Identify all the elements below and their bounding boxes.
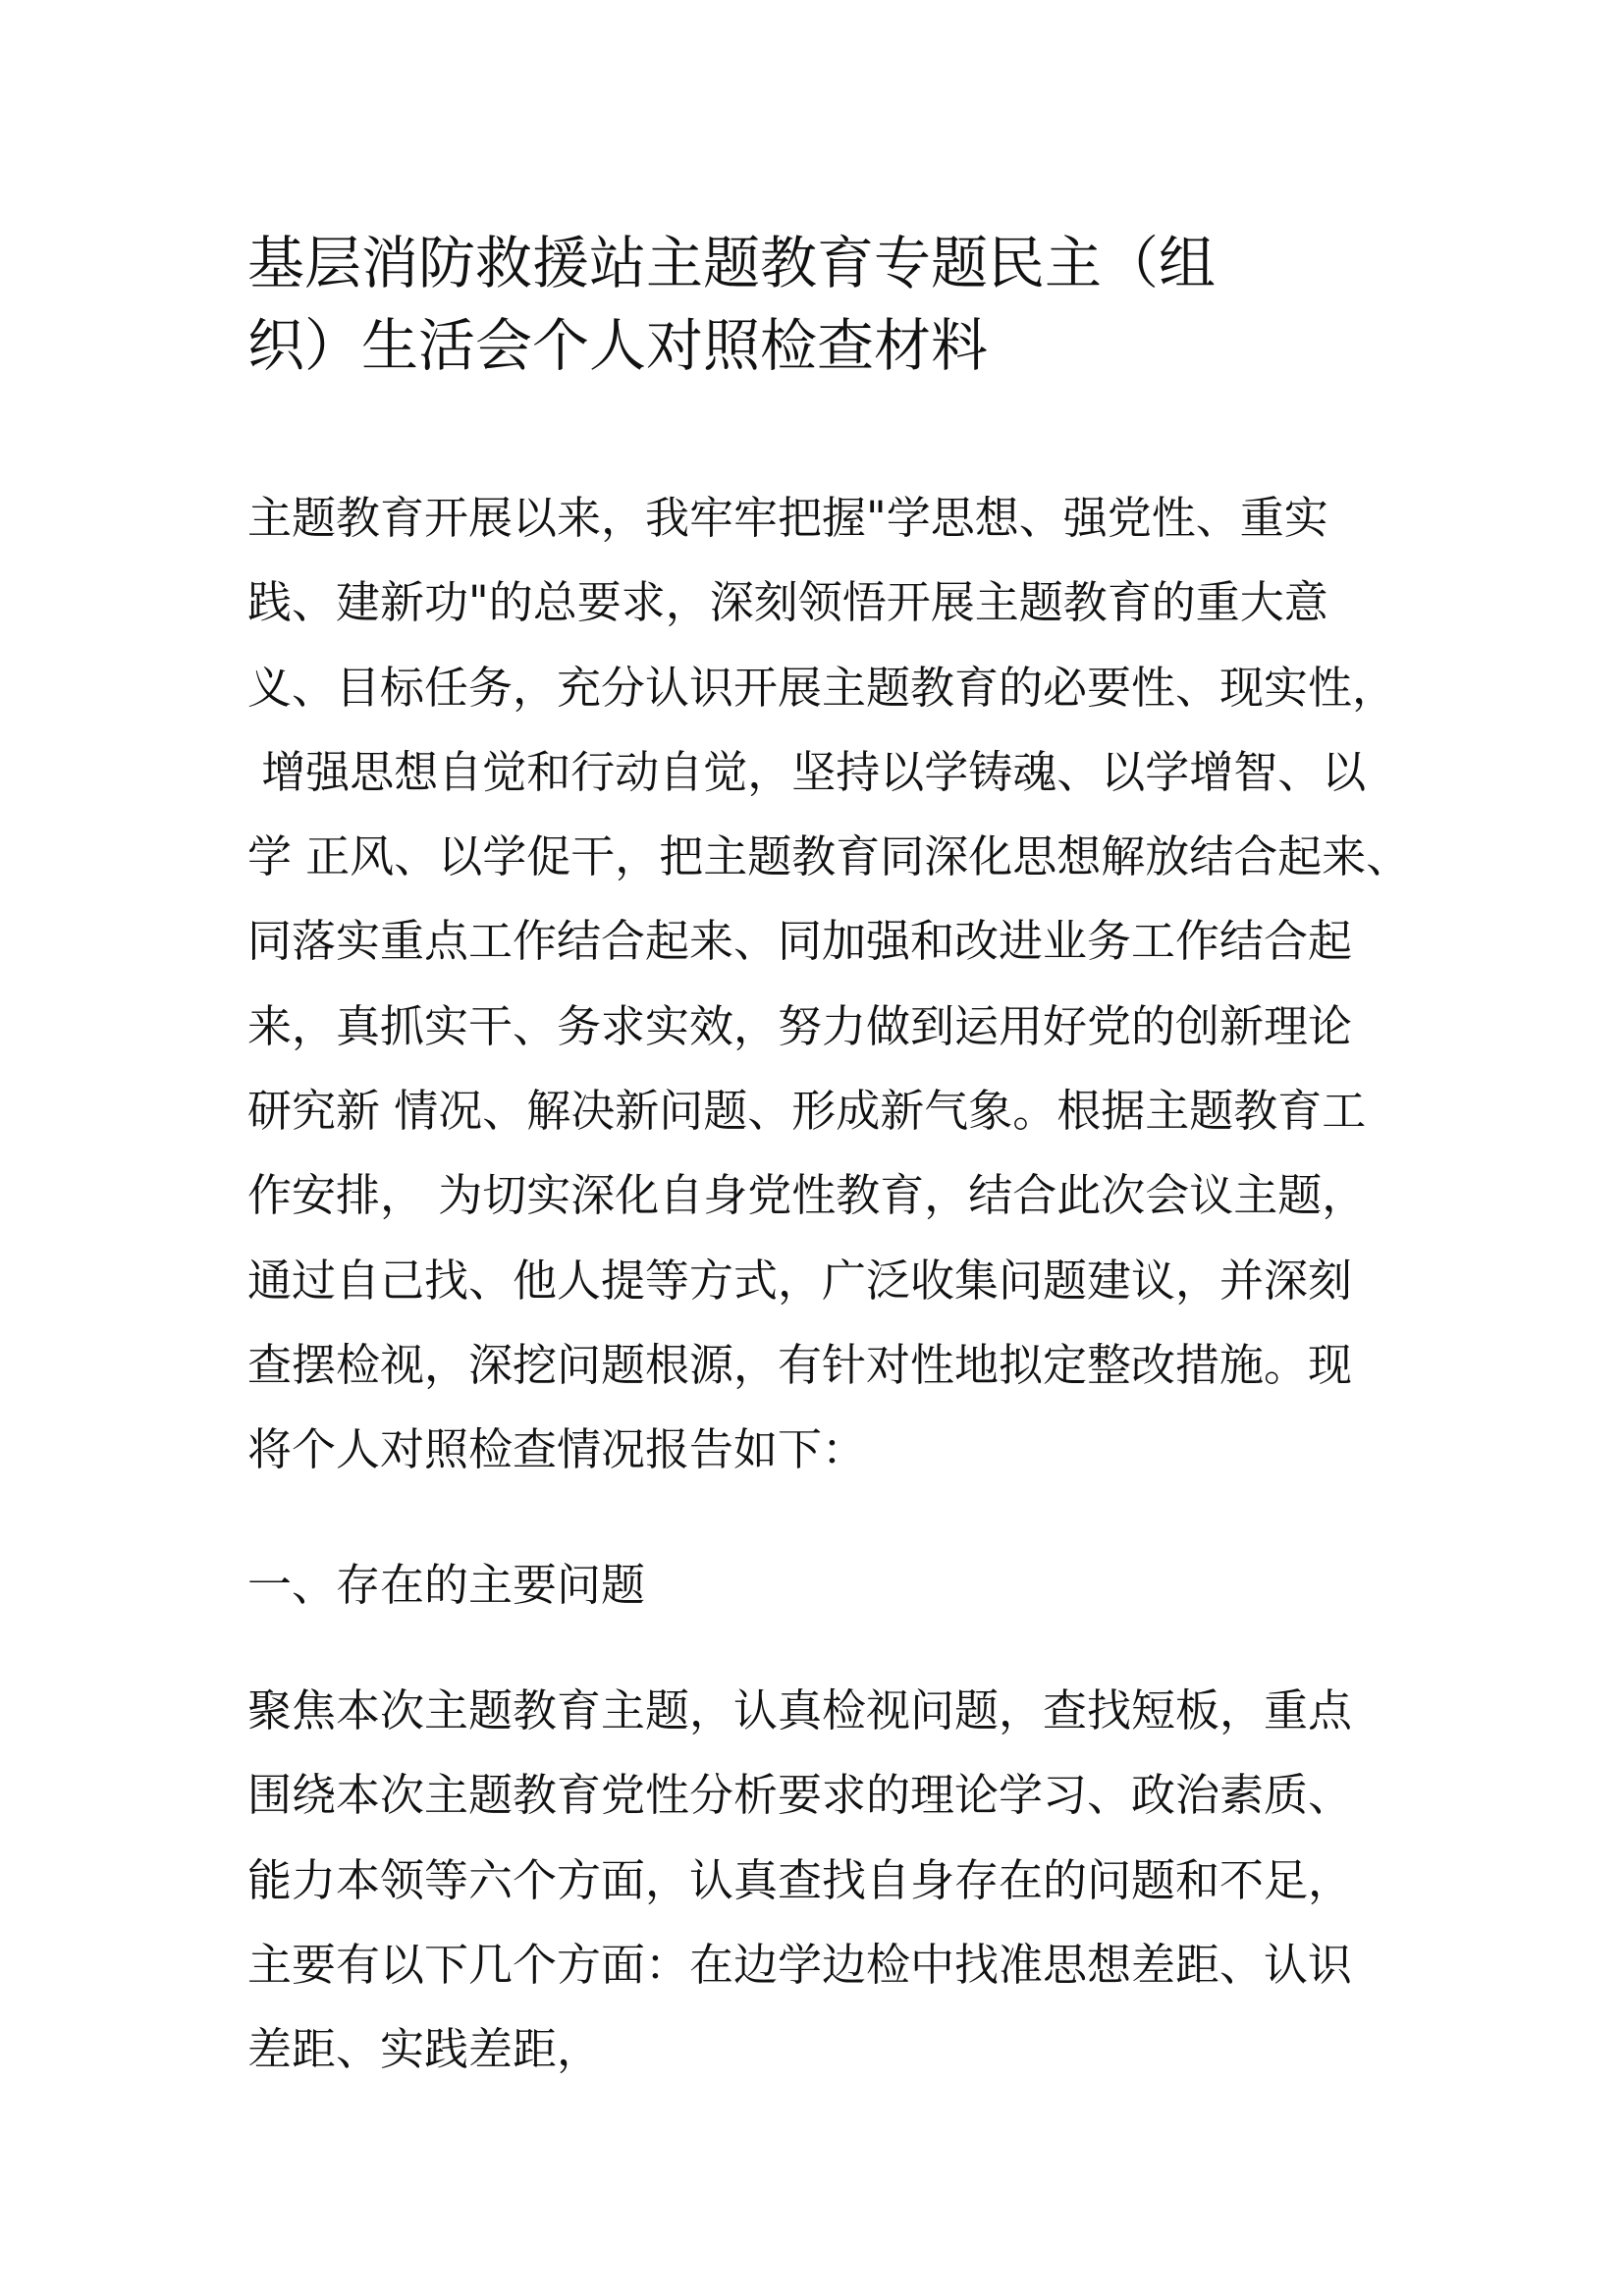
- paragraph-line: 践、建新功"的总要求，深刻领悟开展主题教育的重大意: [247, 576, 1328, 629]
- paragraph-line: 主题教育开展以来，我牢牢把握"学思想、强党性、重实: [247, 492, 1328, 544]
- paragraph-line: 学 正风、以学促干，把主题教育同深化思想解放结合起来、: [247, 830, 1411, 883]
- paragraph-line: 聚焦本次主题教育主题，认真检视问题，查找短板，重点: [247, 1684, 1353, 1736]
- paragraph-line: 差距、实践差距，: [247, 2023, 602, 2076]
- paragraph-line: 主要有以下几个方面：在边学边检中找准思想差距、认识: [247, 1938, 1353, 1991]
- paragraph-line: 增强思想自觉和行动自觉，坚持以学铸魂、以学增智、以: [247, 745, 1367, 798]
- paragraph-line: 通过自己找、他人提等方式，广泛收集问题建议，并深刻: [247, 1254, 1353, 1307]
- paragraph-line: 围绕本次主题教育党性分析要求的理论学习、政治素质、: [247, 1769, 1353, 1822]
- paragraph-line: 来，真抓实干、务求实效，努力做到运用好党的创新理论: [247, 999, 1353, 1052]
- paragraph-line: 作安排， 为切实深化自身党性教育，结合此次会议主题，: [247, 1169, 1367, 1222]
- paragraph-line: 能力本领等六个方面，认真查找自身存在的问题和不足，: [247, 1853, 1353, 1906]
- paragraph-line: 查摆检视，深挖问题根源，有针对性地拟定整改措施。现: [247, 1338, 1353, 1391]
- section-paragraph: [247, 1669, 1352, 2092]
- paragraph-line: 义、目标任务，充分认识开展主题教育的必要性、现实性，: [247, 661, 1397, 714]
- paragraph-line: 研究新 情况、解决新问题、形成新气象。根据主题教育工: [247, 1085, 1367, 1138]
- title-line: 织）生活会个人对照检查材料: [247, 312, 989, 379]
- paragraph-line: 将个人对照检查情况报告如下：: [247, 1423, 867, 1476]
- section-heading: 一、存在的主要问题: [247, 1559, 646, 1611]
- document-title: [247, 222, 1216, 387]
- intro-paragraph: [247, 476, 1410, 1493]
- title-line: 基层消防救援站主题教育专题民主（组: [247, 230, 1217, 296]
- paragraph-line: 同落实重点工作结合起来、同加强和改进业务工作结合起: [247, 915, 1353, 968]
